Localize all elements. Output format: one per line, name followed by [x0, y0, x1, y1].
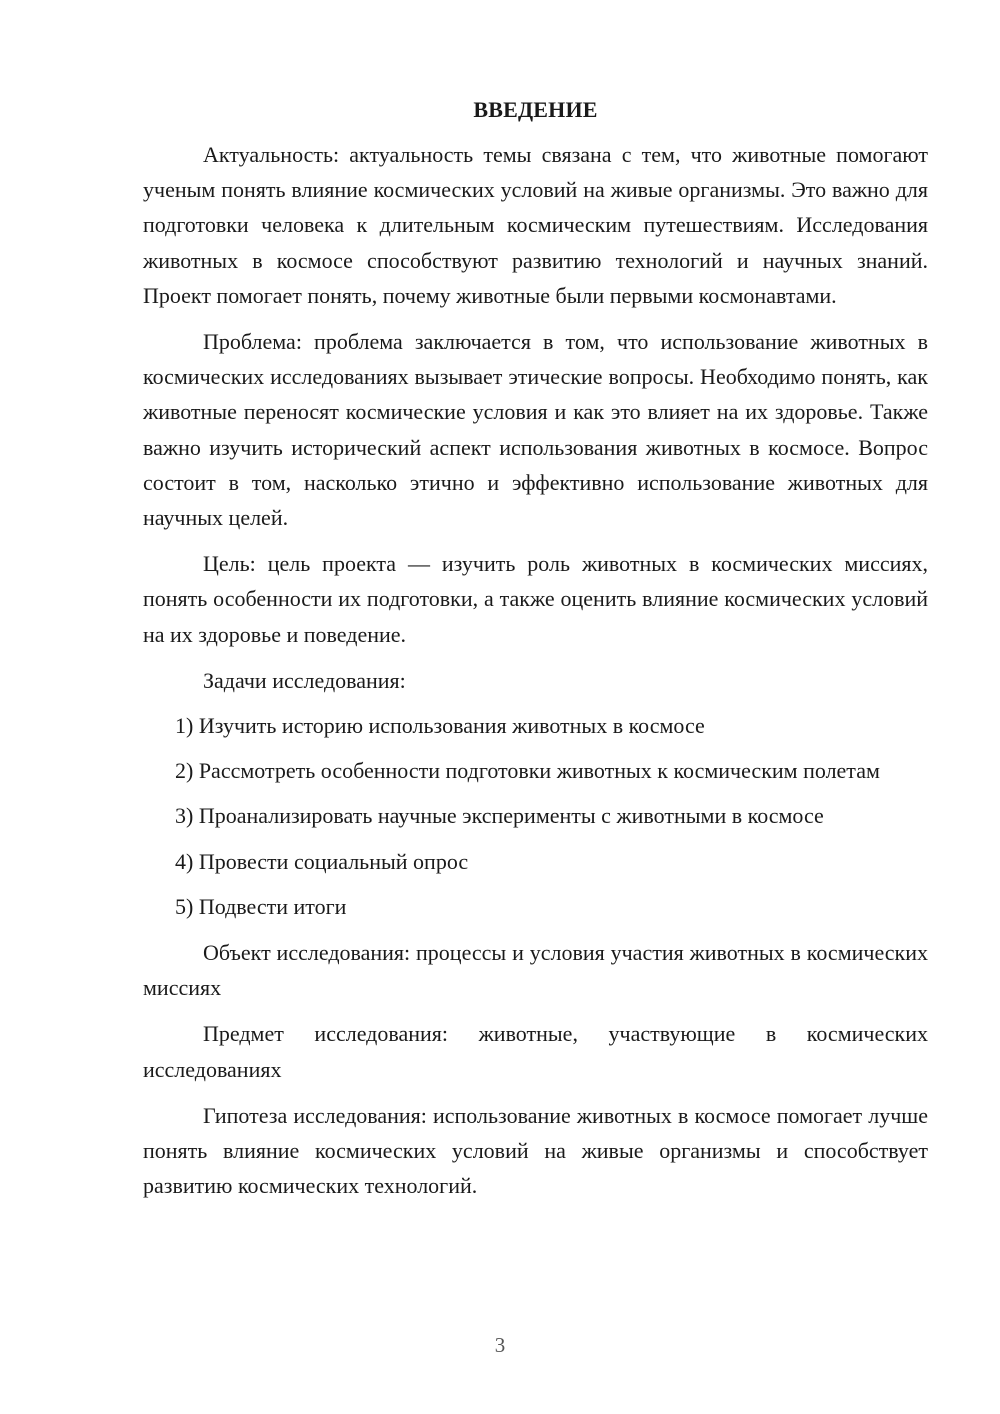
tasks-list: [143, 708, 928, 924]
list-item: 5) Подвести итоги: [175, 893, 347, 919]
problem-paragraph: Проблема: проблема заключается в том, что использование животных в космических исследованиях вызывает этические вопросы. Необходимо понять, как животные переносят космические условия и как это влияет на их здоровье. Также важно изучить исторический аспект использования животных в космосе. Вопрос состоит в том, насколько этично и эффективно использование животных для научных целей.: [143, 329, 928, 531]
page-title: ВВЕДЕНИЕ: [473, 97, 598, 122]
document-page: [143, 92, 928, 1203]
goal-paragraph: Цель: цель проекта — изучить роль животных в космических миссиях, понять особенности их подготовки, а также оценить влияние космических условий на их здоровье и поведение.: [143, 551, 928, 647]
list-item: 1) Изучить историю использования животных в космосе: [175, 713, 705, 739]
relevance-paragraph: Актуальность: актуальность темы связана с тем, что животные помогают ученым понять влияние космических условий на живые организмы. Это важно для подготовки человека к длительным космическим путешествиям. Исследования животных в космосе способствуют развитию технологий и научных знаний. Проект помогает понять, почему животные были первыми космонавтами.: [143, 142, 928, 308]
object-paragraph: Объект исследования: процессы и условия участия животных в космических миссиях: [143, 940, 928, 1001]
page-number: 3: [494, 1333, 506, 1357]
list-item: 3) Проанализировать научные эксперименты с животными в космосе: [175, 803, 824, 829]
subject-paragraph: Предмет исследования: животные, участвующие в космических исследованиях: [143, 1021, 928, 1082]
list-item: 2) Рассмотреть особенности подготовки животных к космическим полетам: [175, 758, 880, 784]
list-item: 4) Провести социальный опрос: [175, 848, 469, 874]
hypothesis-paragraph: Гипотеза исследования: использование животных в космосе помогает лучше понять влияние космических условий на живые организмы и способствует развитию космических технологий.: [143, 1102, 928, 1199]
tasks-heading: Задачи исследования:: [203, 667, 406, 693]
